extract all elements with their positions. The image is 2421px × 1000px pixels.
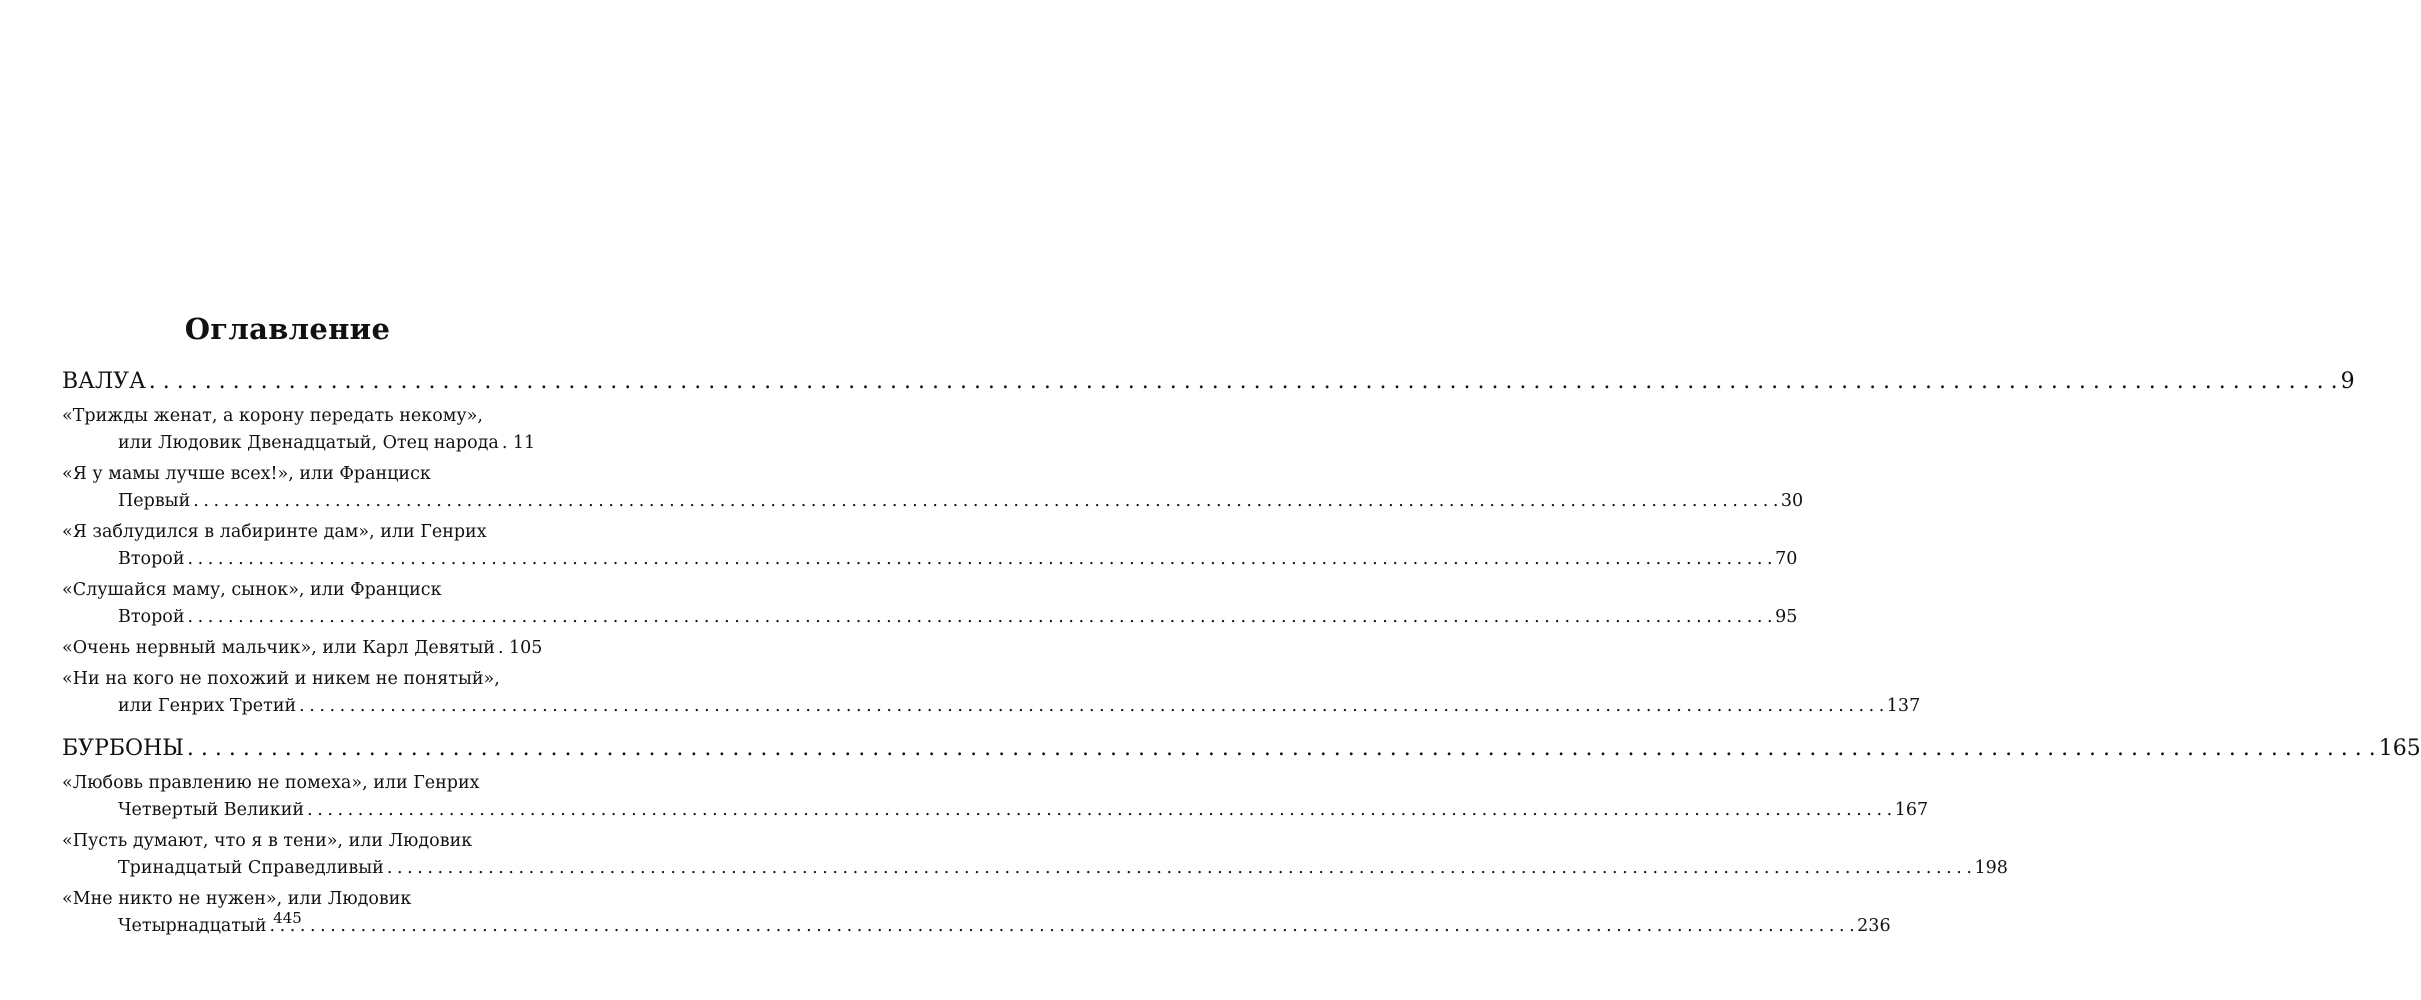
toc-entry[interactable] (62, 635, 543, 662)
dot-leader (187, 546, 1772, 573)
section-page-number: 9 (2340, 369, 2355, 394)
entry-page-number: 236 (1857, 916, 1891, 936)
entry-title-line: «Ни на кого не похожий и никем не понятый», (62, 669, 500, 689)
toc-entry[interactable] (62, 403, 536, 457)
toc-title: Оглавление (184, 312, 391, 346)
entry-page-number: 11 (512, 433, 536, 453)
entry-page-number: 70 (1775, 549, 1798, 569)
entry-title-line: Первый (118, 491, 191, 511)
entry-page-number: 105 (508, 638, 543, 658)
toc-section-bourbons[interactable] (62, 732, 2421, 766)
entry-title-line: Четырнадцатый (118, 916, 267, 936)
dot-leader (187, 604, 1772, 631)
dot-leader (387, 855, 1972, 882)
dot-leader (502, 430, 510, 457)
dot-leader (187, 732, 2376, 766)
section-page-number: 165 (2378, 736, 2421, 761)
dot-leader (307, 797, 1892, 824)
dot-leader (149, 365, 2338, 399)
entry-title-line: Четвертый Великий (118, 800, 305, 820)
entry-title-line: или Генрих Третий (118, 696, 297, 716)
entry-title-line: Второй (118, 607, 185, 627)
entry-title-line: «Мне никто не нужен», или Людовик (62, 889, 412, 909)
toc-section-valois[interactable] (62, 365, 2355, 399)
entry-title-line: «Слушайся маму, сынок», или Франциск (62, 580, 442, 600)
entry-title-line: «Пусть думают, что я в тени», или Людовик (62, 831, 473, 851)
entry-title-line: Тринадцатый Справедливый (118, 858, 384, 878)
entry-title-line: «Трижды женат, а корону передать некому», (62, 406, 483, 426)
toc-entry[interactable] (62, 770, 1929, 824)
entry-page-number: 95 (1775, 607, 1798, 627)
page-number-footer: 445 (273, 909, 302, 927)
toc-entry[interactable] (62, 577, 1798, 631)
entry-title-line: «Я у мамы лучше всех!», или Франциск (62, 464, 431, 484)
dot-leader (498, 635, 506, 662)
entry-page-number: 198 (1974, 858, 2008, 878)
entry-page-number: 30 (1780, 491, 1804, 511)
table-of-contents (62, 365, 2421, 940)
entry-title-line: «Любовь правлению не помеха», или Генрих (62, 773, 480, 793)
entry-title-line: «Очень нервный мальчик», или Карл Девятый (62, 638, 495, 658)
section-title: ВАЛУА (62, 369, 146, 394)
section-title: БУРБОНЫ (62, 736, 184, 761)
dot-leader (299, 693, 1884, 720)
toc-entry[interactable] (62, 666, 1921, 720)
toc-entry[interactable] (62, 461, 1804, 515)
entry-title-line: Второй (118, 549, 185, 569)
entry-title-line: «Я заблудился в лабиринте дам», или Генрих (62, 522, 487, 542)
dot-leader (193, 488, 1778, 515)
entry-page-number: 137 (1886, 696, 1921, 716)
toc-entry[interactable] (62, 828, 2008, 882)
entry-page-number: 167 (1894, 800, 1929, 820)
toc-entry[interactable] (62, 519, 1798, 573)
entry-title-line: или Людовик Двенадцатый, Отец народа (118, 433, 499, 453)
